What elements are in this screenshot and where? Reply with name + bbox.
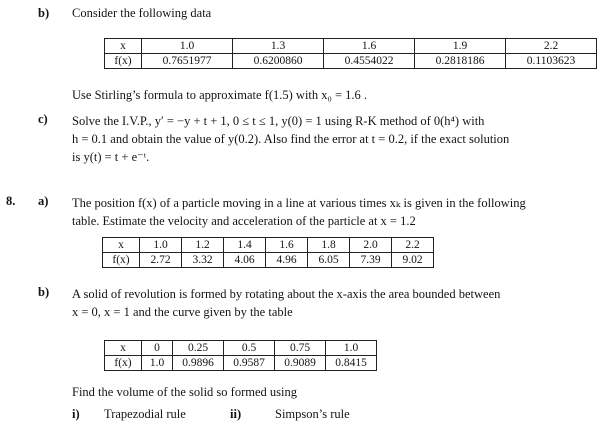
q8a-data-table [102, 237, 434, 268]
q8b-option-2-number: ii) [230, 407, 242, 421]
table-cell: 3.32 [182, 253, 224, 268]
table-cell: 0.4554022 [324, 54, 415, 69]
table-row [103, 238, 434, 253]
table-cell: 1.3 [233, 39, 324, 54]
q8b-data-table [104, 340, 377, 371]
table-row [105, 356, 377, 371]
table-cell: 0.75 [275, 341, 326, 356]
table-cell: x [105, 341, 142, 356]
q7c-question [72, 112, 509, 166]
q8b-question [72, 285, 500, 321]
q7c-line-1: Solve the I.V.P., y′ = −y + t + 1, 0 ≤ t ≤ 1, y(0) = 1 using R-K method of 0(h⁴) with [72, 114, 485, 128]
table-cell: 1.0 [142, 39, 233, 54]
table-cell: 1.0 [142, 356, 173, 371]
table-cell: 0.2818186 [415, 54, 506, 69]
table-row [105, 54, 597, 69]
q8-number: 8. [6, 194, 16, 208]
table-cell: 0.9587 [224, 356, 275, 371]
table-cell: 9.02 [392, 253, 434, 268]
table-cell: 4.06 [224, 253, 266, 268]
table-cell: f(x) [105, 356, 142, 371]
table-cell: 1.0 [326, 341, 377, 356]
q8b-option-1-text: Trapezodial rule [104, 407, 186, 421]
q8a-label: a) [38, 194, 49, 208]
table-cell: 0.25 [173, 341, 224, 356]
table-cell: 7.39 [350, 253, 392, 268]
q7b-task: Use Stirling’s formula to approximate f(1.5) with x₀ = 1.6 . [72, 88, 368, 102]
q8a-line-1: The position f(x) of a particle moving in a line at various times xₖ is given in the following [72, 196, 526, 210]
q8b-option-1-number: i) [72, 407, 80, 421]
table-cell: 0 [142, 341, 173, 356]
q7b-intro: Consider the following data [72, 6, 212, 20]
table-row [105, 341, 377, 356]
table-cell: 1.8 [308, 238, 350, 253]
q8b-line-2: x = 0, x = 1 and the curve given by the table [72, 305, 293, 319]
table-cell: 0.5 [224, 341, 275, 356]
table-cell: 2.2 [392, 238, 434, 253]
q8b-option-2-text: Simpson’s rule [275, 407, 350, 421]
table-cell: 2.2 [506, 39, 597, 54]
table-cell: 1.0 [140, 238, 182, 253]
table-cell: 4.96 [266, 253, 308, 268]
table-cell: f(x) [105, 54, 142, 69]
table-cell: 0.9089 [275, 356, 326, 371]
table-cell: 6.05 [308, 253, 350, 268]
table-cell: 0.8415 [326, 356, 377, 371]
q7b-label: b) [38, 6, 50, 20]
table-cell: 1.4 [224, 238, 266, 253]
table-cell: 0.6200860 [233, 54, 324, 69]
table-cell: 1.6 [266, 238, 308, 253]
table-cell: f(x) [103, 253, 140, 268]
table-cell: x [103, 238, 140, 253]
q8b-line-1: A solid of revolution is formed by rotating about the x-axis the area bounded between [72, 287, 501, 301]
table-row [105, 39, 597, 54]
table-cell: 1.6 [324, 39, 415, 54]
q7c-line-3: is y(t) = t + e⁻ᵗ. [72, 150, 150, 164]
q8a-line-2: table. Estimate the velocity and acceleration of the particle at x = 1.2 [72, 214, 416, 228]
table-cell: 2.0 [350, 238, 392, 253]
q8a-question [72, 194, 526, 230]
q7c-line-2: h = 0.1 and obtain the value of y(0.2). Also find the error at t = 0.2, if the exact solution [72, 132, 510, 146]
q8b-label: b) [38, 285, 50, 299]
q7b-data-table [104, 38, 597, 69]
table-row [103, 253, 434, 268]
table-cell: 0.7651977 [142, 54, 233, 69]
table-cell: 0.1103623 [506, 54, 597, 69]
table-cell: 0.9896 [173, 356, 224, 371]
table-cell: x [105, 39, 142, 54]
table-cell: 2.72 [140, 253, 182, 268]
q8b-find: Find the volume of the solid so formed using [72, 385, 297, 399]
q7c-label: c) [38, 112, 48, 126]
table-cell: 1.9 [415, 39, 506, 54]
table-cell: 1.2 [182, 238, 224, 253]
